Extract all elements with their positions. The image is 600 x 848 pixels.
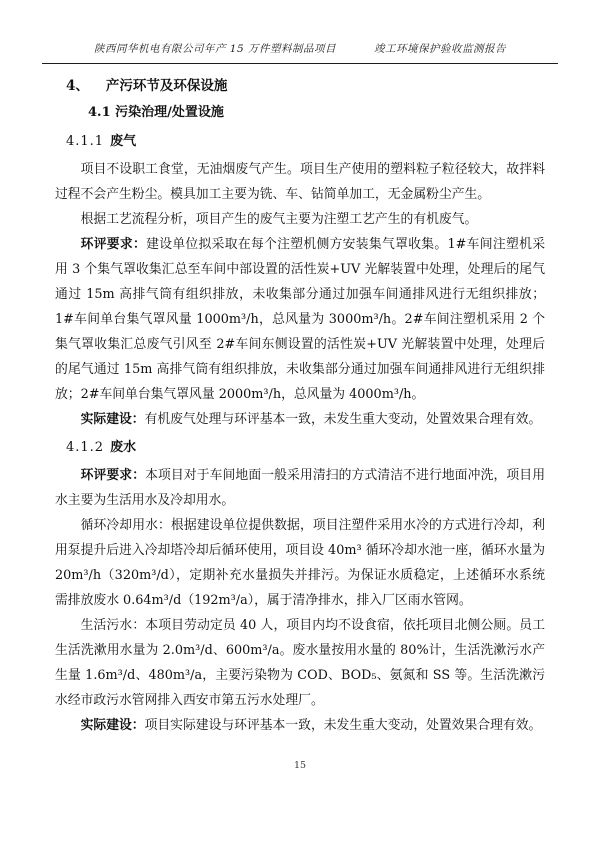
eia-requirement-text-water: 本项目对于车间地面一般采用清扫的方式清洁不进行地面冲洗，项目用水主要为生活用水及冷却用水。 bbox=[55, 468, 545, 508]
heading-section-4 bbox=[55, 73, 545, 99]
paragraph-water-domestic: 生活污水：本项目劳动定员 40 人，项目内均不设食宿，依托项目北侧公厕。员工生活洗漱用水量为 2.0m³/d、600m³/a。废水量按用水量的 80%计，生活洗漱污水产生量 1.6m³/d、480m³/a，主要污染物为 COD、BOD₅、氨氮和 SS 等。生活洗漱污水经市政污水管网排入西安市第五污水处理厂。 bbox=[55, 618, 545, 708]
paragraph-water-cooling: 循环冷却用水：根据建设单位提供数据，项目注塑件采用水冷的方式进行冷却，利用泵提升后进入冷却塔冷却后循环使用，项目设 40m³ 循环冷却水池一座，循环水量为 20m³/h（320m³/d），定期补充水量损失并排污。为保证水质稳定，上述循环水系统需排放废水 0.64m³/d（192m³/a），属于清净排水，排入厂区雨水管网。 bbox=[55, 518, 545, 608]
heading-section-4-1-1 bbox=[55, 129, 545, 155]
paragraph-gas-intro-2: 根据工艺流程分析，项目产生的废气主要为注塑工艺产生的有机废气。 bbox=[80, 212, 478, 227]
header-project-title: 陕西同华机电有限公司年产 15 万件塑料制品项目 bbox=[93, 43, 337, 55]
paragraph-water-actual bbox=[55, 713, 545, 738]
actual-construction-label-water: 实际建设： bbox=[80, 718, 145, 733]
actual-construction-text-water: 项目实际建设与环评基本一致，未发生重大变动，处置效果合理有效。 bbox=[144, 718, 542, 733]
page-header bbox=[0, 0, 600, 56]
header-rule bbox=[42, 63, 558, 64]
heading-section-4-number: 4、 bbox=[66, 78, 89, 94]
heading-section-4-1-2-number: 4.1.2 bbox=[66, 440, 105, 455]
paragraph-gas-intro-1: 项目不设职工食堂，无油烟废气产生。项目生产使用的塑料粒子粒径较大，故拌料过程不会产生粉尘。模具加工主要为铣、车、钻简单加工，无金属粉尘产生。 bbox=[55, 162, 545, 202]
actual-construction-label-gas: 实际建设： bbox=[80, 412, 145, 427]
paragraph-water-eia bbox=[55, 463, 545, 513]
heading-section-4-1-2 bbox=[55, 435, 545, 461]
document-body bbox=[55, 73, 545, 738]
actual-construction-text-gas: 有机废气处理与环评基本一致，未发生重大变动，处置效果合理有效。 bbox=[144, 412, 542, 427]
page-footer bbox=[0, 760, 600, 771]
page-number: 15 bbox=[293, 760, 307, 771]
heading-section-4-1-1-number: 4.1.1 bbox=[66, 134, 105, 149]
heading-section-4-1-2-title: 废水 bbox=[110, 440, 137, 455]
paragraph-gas-actual bbox=[55, 407, 545, 432]
header-report-title: 竣工环境保护验收监测报告 bbox=[374, 43, 507, 55]
eia-requirement-label-gas: 环评要求： bbox=[80, 237, 147, 252]
heading-section-4-1: 4.1 污染治理/处置设施 bbox=[88, 105, 224, 120]
heading-section-4-title: 产污环节及环保设施 bbox=[105, 78, 228, 94]
paragraph-gas-eia bbox=[55, 232, 545, 407]
eia-requirement-text-gas: 建设单位拟采取在每个注塑机侧方安装集气罩收集。1#车间注塑机采用 3 个集气罩收集汇总至车间中部设置的活性炭+UV 光解装置中处理，处理后的尾气通过 15m 高排气筒有组织排放，未收集部分通过加强车间通排风进行无组织排放；1#车间单台集气罩风量 1000m³/h，总风量为 3000m³/h。2#车间注塑机采用 2 个集气罩收集汇总废气引风至 2#车间东侧设置的活性炭+UV 光解装置中处理，处理后的尾气通过 15m 高排气筒有组织排放，未收集部分通过加强车间通排风进行无组织排放；2#车间单台集气罩风量 2000m³/h，总风量为 4000m³/h。 bbox=[55, 237, 546, 402]
heading-section-4-1-1-title: 废气 bbox=[110, 134, 137, 149]
eia-requirement-label-water: 环评要求： bbox=[80, 468, 146, 483]
